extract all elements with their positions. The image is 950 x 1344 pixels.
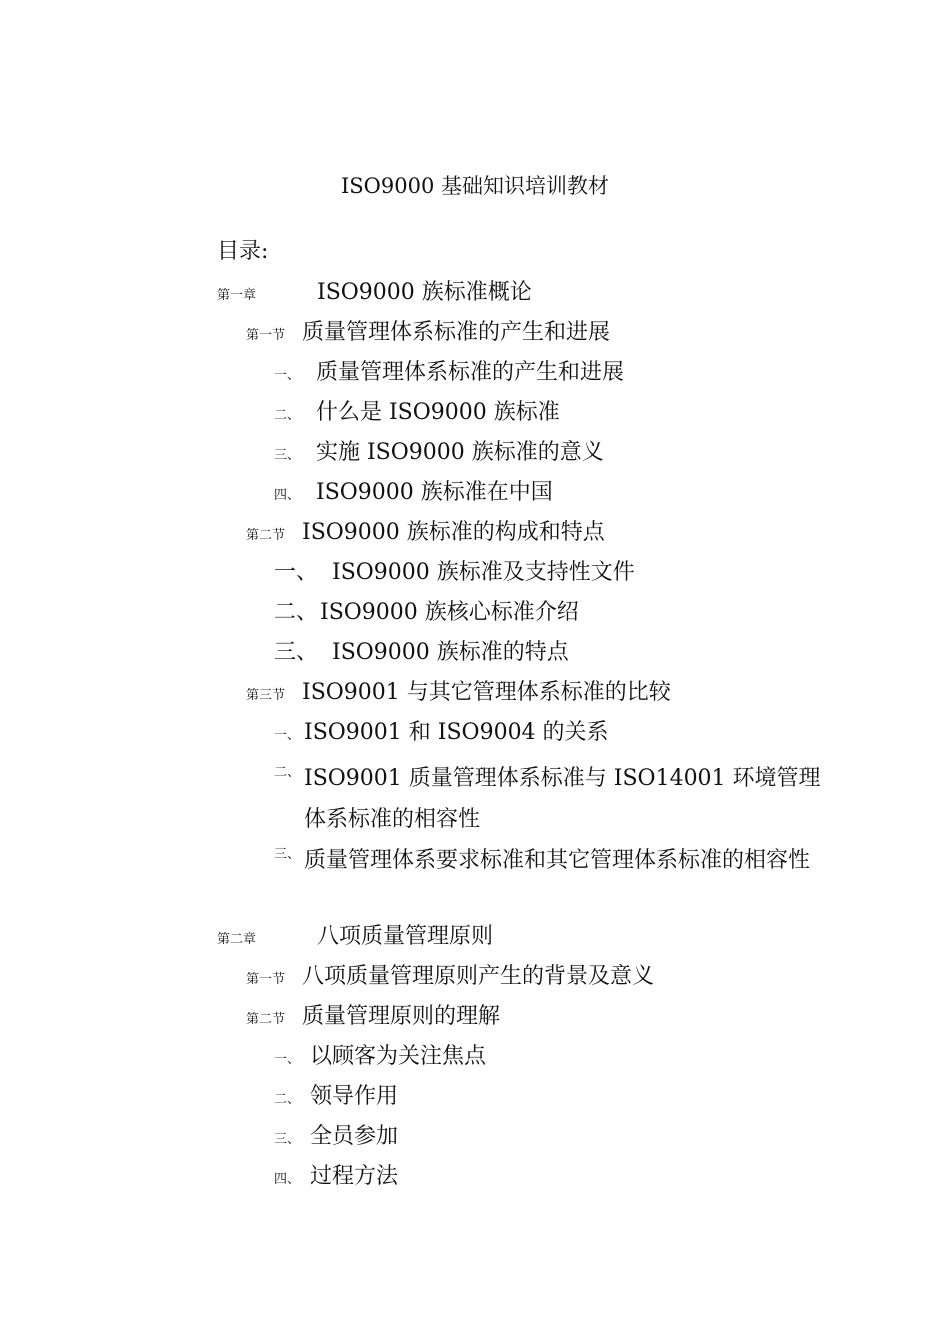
item-marker: 三、: [274, 448, 301, 463]
item-title: 全员参加: [310, 1124, 399, 1149]
toc-chapter: [217, 278, 532, 311]
item-marker: 一、: [274, 560, 319, 585]
chapter-title: 八项质量管理原则: [317, 924, 494, 949]
chapter-marker: 第一章: [217, 288, 257, 303]
section-marker: 第二节: [246, 528, 286, 543]
section-title: 八项质量管理原则产生的背景及意义: [302, 964, 655, 989]
section-title: 质量管理体系标准的产生和进展: [302, 320, 611, 345]
item-marker: 二、: [274, 408, 301, 423]
toc-item: [274, 1162, 398, 1195]
toc-heading: 目录:: [217, 239, 269, 264]
section-title: 质量管理原则的理解: [302, 1004, 501, 1029]
item-title: 质量管理体系标准的产生和进展: [316, 360, 625, 385]
item-marker: 四、: [274, 488, 301, 503]
toc-section: [246, 518, 605, 551]
toc-section: [246, 1002, 500, 1035]
toc-item: [274, 1042, 486, 1075]
toc-item: [274, 438, 604, 471]
item-title: ISO9001 质量管理体系标准与 ISO14001 环境管理体系标准的相容性: [304, 766, 821, 832]
item-marker: 二、: [274, 765, 301, 780]
item-title: ISO9000 族标准在中国: [316, 480, 553, 505]
toc-item: [274, 558, 635, 589]
document-title: ISO9000 基础知识培训教材: [340, 174, 610, 198]
item-title: 质量管理体系要求标准和其它管理体系标准的相容性: [304, 848, 811, 873]
chapter-title: ISO9000 族标准概论: [317, 280, 532, 305]
section-marker: 第一节: [246, 328, 286, 343]
item-title: ISO9000 族标准及支持性文件: [332, 560, 635, 585]
item-title: ISO9000 族标准的特点: [332, 640, 569, 665]
item-marker: 一、: [274, 728, 301, 743]
chapter-marker: 第二章: [217, 932, 257, 947]
item-title: 什么是 ISO9000 族标准: [316, 400, 560, 425]
item-marker: 二、: [274, 600, 319, 625]
toc-item: [274, 1122, 398, 1155]
item-title: 过程方法: [310, 1164, 399, 1189]
item-marker: 三、: [274, 1132, 301, 1147]
toc-item: [274, 1082, 398, 1115]
toc-item: [274, 478, 553, 511]
item-title: ISO9000 族核心标准介绍: [320, 600, 579, 625]
item-marker: 三、: [274, 640, 319, 665]
toc-item: [274, 598, 579, 629]
toc-item: [274, 638, 569, 669]
item-title: 以顾客为关注焦点: [310, 1044, 487, 1069]
item-marker: 二、: [274, 1092, 301, 1107]
toc-section: [246, 962, 654, 995]
item-title: ISO9001 和 ISO9004 的关系: [304, 720, 609, 745]
toc-item: [274, 718, 609, 751]
item-marker: 四、: [274, 1172, 301, 1187]
toc-section: [246, 318, 610, 351]
section-title: ISO9000 族标准的构成和特点: [302, 520, 605, 545]
toc-chapter: [217, 922, 493, 955]
section-marker: 第三节: [246, 688, 286, 703]
toc-item: [274, 358, 624, 391]
item-marker: 一、: [274, 368, 301, 383]
section-title: ISO9001 与其它管理体系标准的比较: [302, 680, 671, 705]
toc-section: [246, 678, 671, 711]
item-marker: 一、: [274, 1052, 301, 1067]
item-title: 领导作用: [310, 1084, 399, 1109]
item-marker: 三、: [274, 847, 301, 862]
section-marker: 第二节: [246, 1012, 286, 1027]
toc-item: [274, 398, 560, 431]
item-title: 实施 ISO9000 族标准的意义: [316, 440, 604, 465]
section-marker: 第一节: [246, 972, 286, 987]
